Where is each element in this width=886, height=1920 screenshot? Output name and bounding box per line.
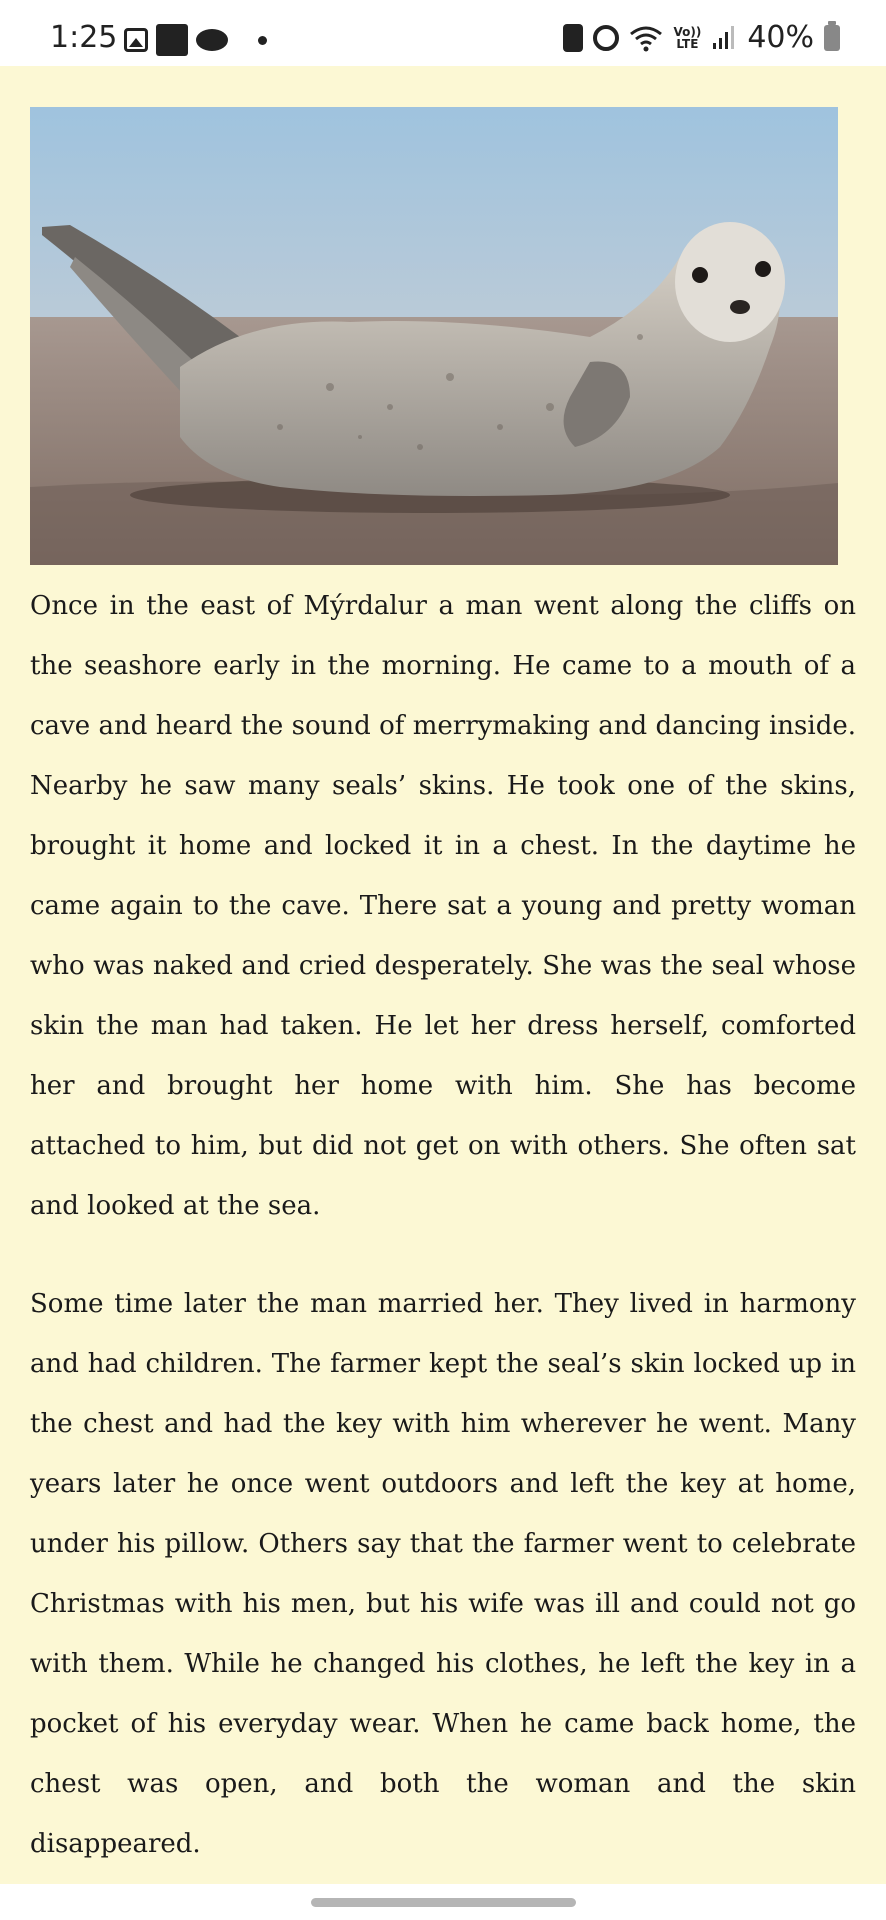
volte-label: Vo)) bbox=[673, 24, 702, 39]
signal-strength-icon bbox=[711, 25, 737, 51]
reader-content[interactable] bbox=[0, 66, 886, 1884]
notification-icons bbox=[124, 24, 267, 56]
gallery-icon bbox=[124, 28, 148, 52]
system-icons bbox=[563, 20, 840, 55]
status-time: 1:25 bbox=[50, 20, 118, 55]
status-bar bbox=[0, 0, 886, 66]
harbor-seal-photo bbox=[30, 107, 838, 565]
story-paragraph: Some time later the man married her. They lived in harmony and had children. The farmer kept the seal’s skin locked up in the chest and had the key with him wherever he went. Many years later he once went outdoors and left the key at home, under his pillow. Others say that the farmer went to celebrate Christmas with his men, but his wife was ill and could not go with them. While he changed his clothes, he left the key in a pocket of his everyday wear. When he came back home, the chest was open, and both the woman and the skin disappeared. bbox=[30, 1289, 856, 1859]
volte-lte-icon bbox=[673, 26, 701, 50]
battery-icon bbox=[824, 25, 840, 51]
app-notification-icon bbox=[156, 24, 188, 56]
story-paragraph: Once in the east of Mýrdalur a man went along the cliffs on the seashore early in the morning. He came to a mouth of a cave and heard the sound of merrymaking and dancing inside. Nearby he saw many seals’ skins. He took one of the skins, brought it home and locked it in a chest. In the daytime he came again to the cave. There sat a young and pretty woman who was naked and cried desperately. She was the seal whose skin the man had taken. He let her dress herself, comforted her and brought her home with him. She has become attached to him, but did not get on with others. She often sat and looked at the sea. bbox=[30, 591, 856, 1221]
battery-percentage: 40% bbox=[747, 20, 814, 55]
alarm-icon bbox=[593, 25, 619, 51]
battery-saver-icon bbox=[563, 24, 583, 52]
gesture-navigation-handle[interactable] bbox=[311, 1898, 576, 1907]
more-notifications-dot-icon bbox=[258, 36, 267, 45]
cloud-icon bbox=[196, 29, 228, 51]
lte-label: LTE bbox=[676, 36, 699, 51]
wifi-icon bbox=[629, 24, 663, 52]
